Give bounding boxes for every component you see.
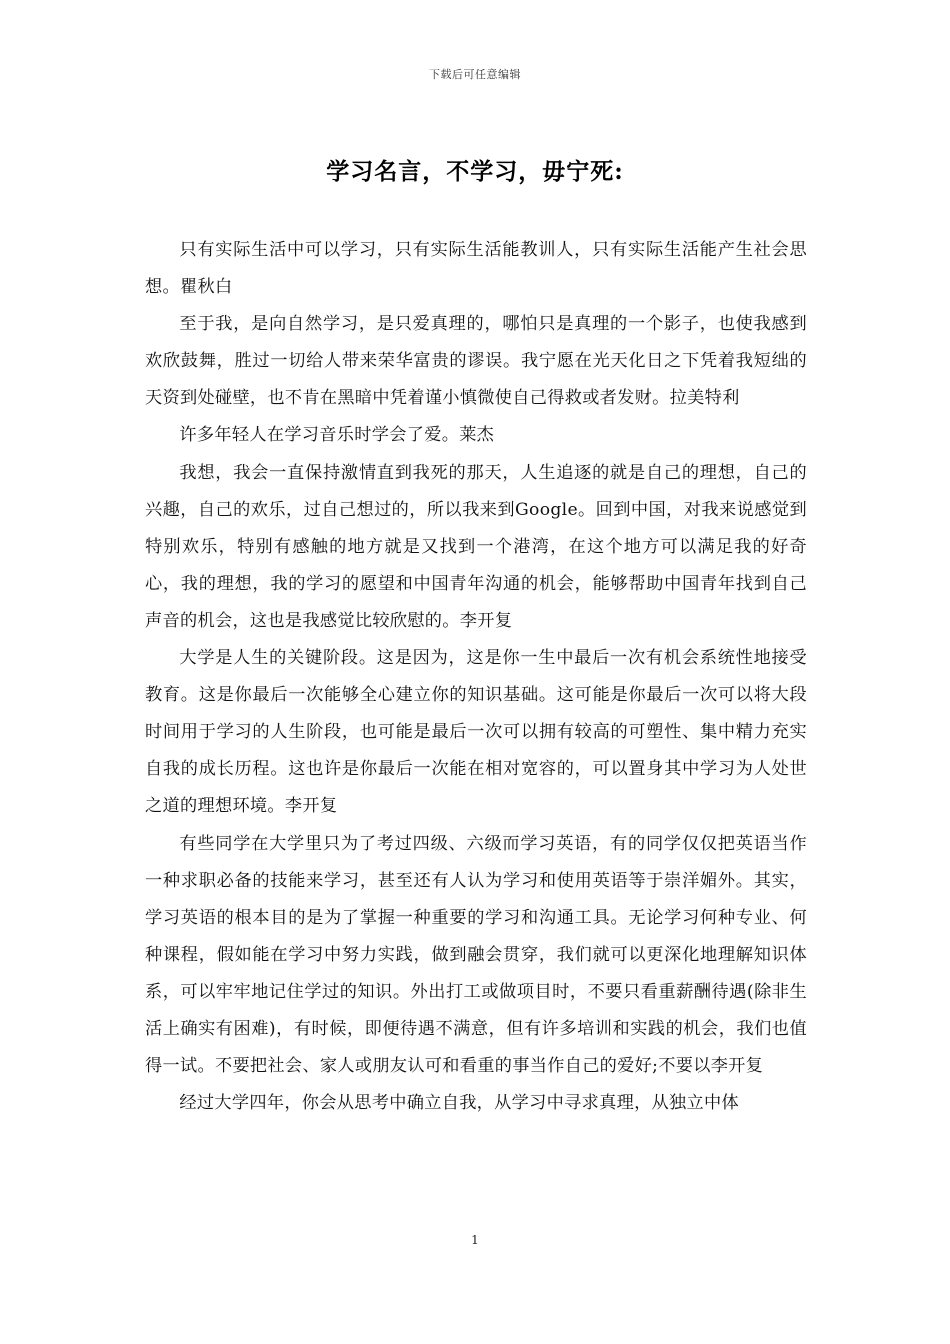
paragraph: 许多年轻人在学习音乐时学会了爱。莱杰 [179, 425, 495, 446]
header-note: 下载后可任意编辑 [429, 68, 521, 81]
paragraph: 经过大学四年，你会从思考中确立自我，从学习中寻求真理，从独立中体 [179, 1093, 739, 1114]
page-number: 1 [471, 1233, 479, 1247]
paragraph: 只有实际生活中可以学习，只有实际生活能教训人，只有实际生活能产生社会思想。瞿秋白 [145, 240, 807, 298]
paragraph: 有些同学在大学里只为了考过四级、六级而学习英语，有的同学仅仅把英语当作一种求职必备的技能来学习，甚至还有人认为学习和使用英语等于崇洋媚外。其实，学习英语的根本目的是为了掌握一种重要的学习和沟通工具。无论学习何种专业、何种课程，假如能在学习中努力实践，做到融会贯穿，我们就可以更深化地理解知识体系，可以牢牢地记住学过的知识。外出打工或做项目时，不要只看重薪酬待遇(除非生活上确实有困难)，有时候，即便待遇不满意，但有许多培训和实践的机会，我们也值得一试。不要把社会、家人或朋友认可和看重的事当作自己的爱好;不要以李开复 [145, 833, 807, 1077]
paragraph: 大学是人生的关键阶段。这是因为，这是你一生中最后一次有机会系统性地接受教育。这是你最后一次能够全心建立你的知识基础。这可能是你最后一次可以将大段时间用于学习的人生阶段，也可能是最后一次可以拥有较高的可塑性、集中精力充实自我的成长历程。这也许是你最后一次能在相对宽容的，可以置身其中学习为人处世之道的理想环境。李开复 [145, 648, 807, 817]
paragraph: 至于我，是向自然学习，是只爱真理的，哪怕只是真理的一个影子，也使我感到欢欣鼓舞，胜过一切给人带来荣华富贵的谬误。我宁愿在光天化日之下凭着我短绌的天资到处碰壁，也不肯在黑暗中凭着谨小慎微使自己得救或者发财。拉美特利 [145, 314, 807, 409]
paragraph: 我想，我会一直保持激情直到我死的那天，人生追逐的就是自己的理想，自己的兴趣，自己的欢乐，过自己想过的，所以我来到Google。回到中国，对我来说感觉到特别欢乐，特别有感触的地方就是又找到一个港湾，在这个地方可以满足我的好奇心，我的理想，我的学习的愿望和中国青年沟通的机会，能够帮助中国青年找到自己声音的机会，这也是我感觉比较欣慰的。李开复 [145, 462, 807, 631]
document-body [145, 232, 807, 1122]
document-title: 学习名言，不学习，毋宁死: [326, 158, 624, 185]
